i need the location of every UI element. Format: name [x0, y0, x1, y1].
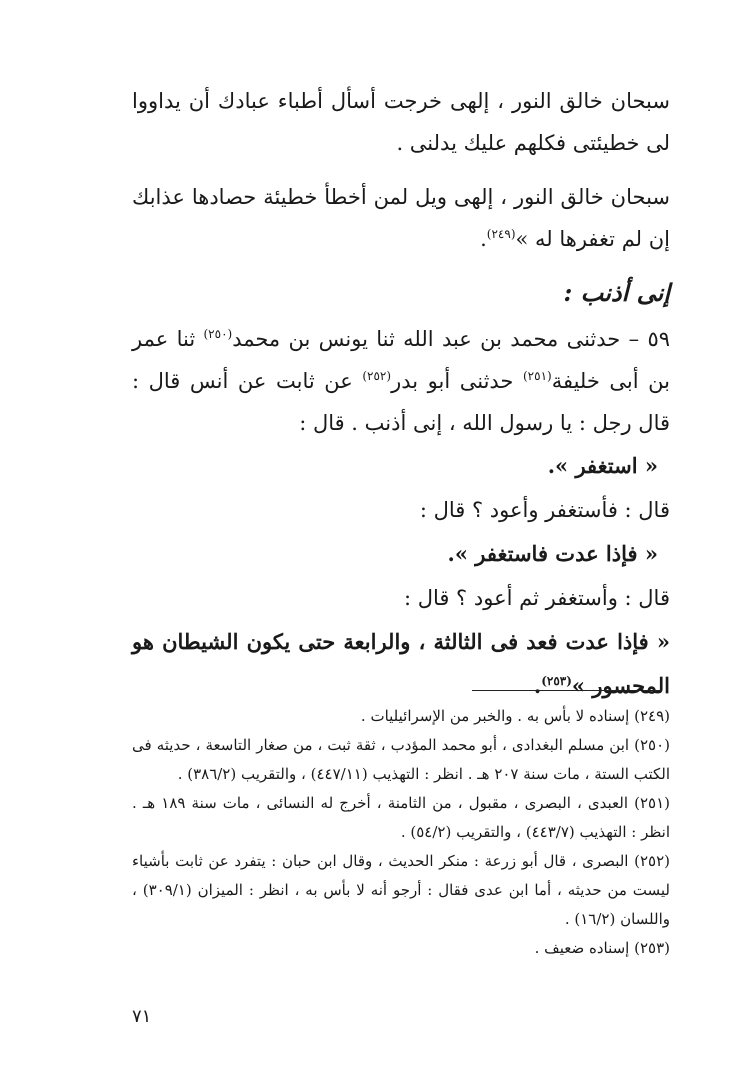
- footnote-ref-249: (٢٤٩): [486, 227, 516, 241]
- man-question-1: قال : فأستغفر وأعود ؟ قال :: [419, 498, 670, 522]
- footnote-250: (٢٥٠) ابن مسلم البغدادى ، أبو محمد المؤدب ، ثقة ثبت ، من صغار التاسعة ، حديثه فى الكتب الستة ، مات سنة ٢٠٧ هـ . انظر : التهذيب (٤٤٧/١١) ، والتقريب (٣٨٦/٢) .: [132, 736, 670, 783]
- footnote-ref-250: (٢٥٠): [203, 327, 233, 341]
- footnote-ref-253: (٢٥٣): [541, 674, 572, 688]
- paragraph-2-text: سبحان خالق النور ، إلهى ويل لمن أخطأ خطيئة حصادها عذابك إن لم تغفرها له »: [132, 185, 670, 251]
- footnote-ref-251: (٢٥١): [522, 369, 552, 383]
- footnotes: [132, 702, 670, 963]
- hadith-text-2: ثنا عمر بن أبى خليفة: [132, 327, 670, 393]
- prophet-reply-2: « فإذا عدت فاستغفر ».: [447, 541, 658, 566]
- prophet-reply-3-text: « فإذا عدت فعد فى الثالثة ، والرابعة حتى يكون الشيطان هو المحسور »: [132, 629, 670, 698]
- prophet-reply-3: « فإذا عدت فعد فى الثالثة ، والرابعة حتى يكون الشيطان هو المحسور »$^{(٢٥٣)}$.: [132, 629, 670, 698]
- paragraph-2: سبحان خالق النور ، إلهى ويل لمن أخطأ خطيئة حصادها عذابك إن لم تغفرها له »$^{(٢٤٩)}$.: [132, 185, 670, 251]
- footnote-divider: [472, 690, 662, 691]
- page-number: ٧١: [132, 1006, 152, 1027]
- section-heading: إنى أذنب :: [563, 278, 670, 307]
- prophet-reply-1: « استغفر ».: [547, 453, 658, 478]
- footnote-249: (٢٤٩) إسناده لا بأس به . والخبر من الإسرائيليات .: [360, 707, 670, 725]
- hadith-isnad: [132, 318, 670, 444]
- main-text: [132, 80, 670, 708]
- hadith-text-4: عن ثابت عن أنس قال : قال رجل : يا رسول الله ، إنى أذنب . قال :: [132, 369, 670, 435]
- footnote-251: (٢٥١) العبدى ، البصرى ، مقبول ، من الثامنة ، أخرج له النسائى ، مات سنة ١٨٩ هـ . انظر : التهذيب (٤٤٣/٧) ، والتقريب (٥٤/٢) .: [132, 794, 670, 841]
- footnote-252: (٢٥٢) البصرى ، قال أبو زرعة : منكر الحديث ، وقال ابن حبان : يتفرد عن ثابت بأشياء ليست من حديثه ، أما ابن عدى فقال : أرجو أنه لا بأس به ، انظر : الميزان (٣٠٩/١) ، واللسان (١٦/٢) .: [132, 852, 670, 928]
- man-question-2: قال : وأستغفر ثم أعود ؟ قال :: [403, 586, 670, 610]
- hadith-text-1: ٥٩ – حدثنى محمد بن عبد الله ثنا يونس بن محمد: [232, 327, 670, 351]
- footnote-253: (٢٥٣) إسناده ضعيف .: [534, 939, 670, 957]
- hadith-text-3: حدثنى أبو بدر: [391, 369, 523, 393]
- paragraph-1: سبحان خالق النور ، إلهى خرجت أسأل أطباء عبادك أن يداووا لى خطيئتى فكلهم عليك يدلنى .: [132, 89, 670, 155]
- footnote-ref-252: (٢٥٢): [362, 369, 392, 383]
